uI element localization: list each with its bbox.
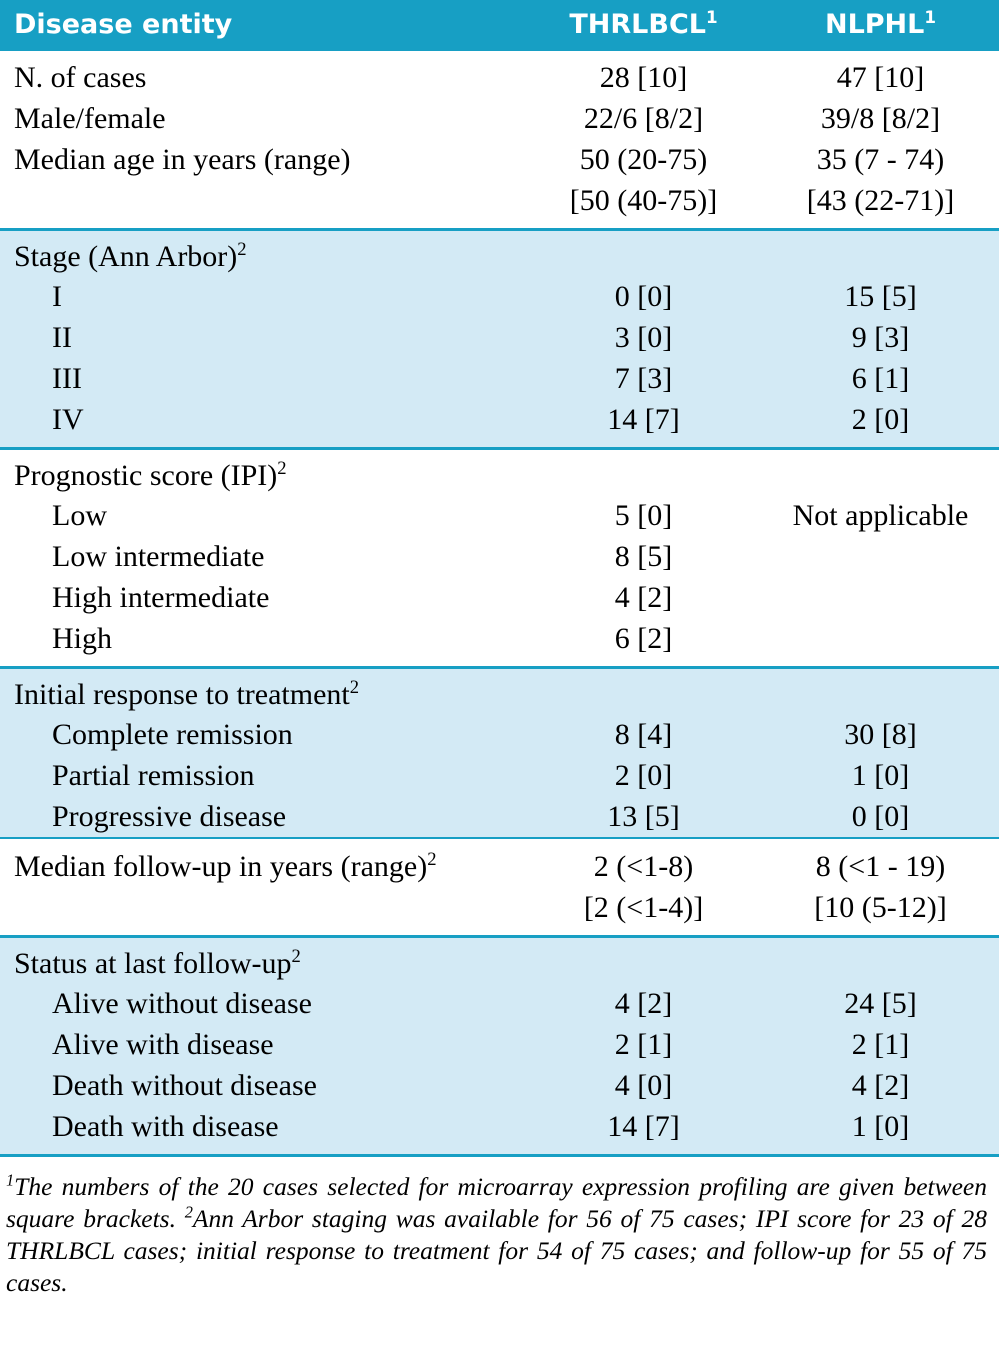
table-row xyxy=(0,714,999,755)
section-title-text: Prognostic score (IPI) xyxy=(14,459,278,492)
row-value-nlphl: 4 [2] xyxy=(762,1065,999,1106)
table-row xyxy=(0,618,999,666)
row-label xyxy=(0,838,525,887)
row-value-nlphl: Not applicable xyxy=(762,495,999,536)
row-value-thrlbcl: [2 (<1-4)] xyxy=(525,887,762,935)
row-value-nlphl: 0 [0] xyxy=(762,796,999,837)
row-label: Male/female xyxy=(0,98,525,139)
table-row xyxy=(0,1106,999,1154)
row-value-nlphl: 2 [0] xyxy=(762,399,999,447)
column-header-thrlbcl-label: THRLBCL xyxy=(569,9,706,40)
table-row xyxy=(0,399,999,447)
column-header-disease-entity xyxy=(0,0,525,51)
footnote-text-1: The numbers of the 20 cases selected for microarray expression profiling are given between square brackets. xyxy=(6,1172,987,1234)
table-row xyxy=(0,180,999,228)
row-label: Complete remission xyxy=(0,714,525,755)
row-label xyxy=(0,887,525,935)
row-value-thrlbcl: 5 [0] xyxy=(525,495,762,536)
row-label: Low intermediate xyxy=(0,536,525,577)
row-value-nlphl: 39/8 [8/2] xyxy=(762,98,999,139)
table-header-row xyxy=(0,0,999,51)
table-row xyxy=(0,796,999,837)
section-title-sup: 2 xyxy=(291,946,301,967)
row-value-thrlbcl: 8 [5] xyxy=(525,536,762,577)
row-value-thrlbcl: 3 [0] xyxy=(525,317,762,358)
row-value-thrlbcl: 2 [1] xyxy=(525,1024,762,1065)
row-label: IV xyxy=(0,399,525,447)
section-title-sup: 2 xyxy=(349,677,360,698)
row-label: Alive without disease xyxy=(0,983,525,1024)
row-value-thrlbcl: [50 (40-75)] xyxy=(525,180,762,228)
section-title xyxy=(0,668,525,715)
section-title-text: Stage (Ann Arbor) xyxy=(14,240,238,273)
row-label: High xyxy=(0,618,525,666)
row-label: Low xyxy=(0,495,525,536)
section-title-text: Initial response to treatment xyxy=(14,678,350,711)
row-label: Death with disease xyxy=(0,1106,525,1154)
row-value-thrlbcl: 7 [3] xyxy=(525,358,762,399)
table-row xyxy=(0,495,999,536)
table-row xyxy=(0,838,999,887)
row-value-thrlbcl: 4 [0] xyxy=(525,1065,762,1106)
row-value-thrlbcl: 2 [0] xyxy=(525,755,762,796)
row-value-nlphl: 24 [5] xyxy=(762,983,999,1024)
row-label: Progressive disease xyxy=(0,796,525,837)
section-header-spacer-2 xyxy=(762,668,999,715)
table-row xyxy=(0,317,999,358)
row-value-nlphl: 2 [1] xyxy=(762,1024,999,1065)
table-row xyxy=(0,887,999,935)
column-header-disease-entity-label: Disease entity xyxy=(14,9,233,40)
row-value-thrlbcl: 2 (<1-8) xyxy=(525,838,762,887)
row-label-sup: 2 xyxy=(427,849,437,870)
section-header-initial-response xyxy=(0,668,999,715)
row-value-thrlbcl: 22/6 [8/2] xyxy=(525,98,762,139)
column-header-nlphl-sup: 1 xyxy=(924,7,937,27)
row-label: I xyxy=(0,276,525,317)
row-value-thrlbcl: 14 [7] xyxy=(525,1106,762,1154)
table-row xyxy=(0,577,999,618)
table-row xyxy=(0,755,999,796)
footnote-marker-2: 2 xyxy=(184,1202,193,1222)
section-title-text: Status at last follow-up xyxy=(14,947,292,980)
row-value-nlphl: 47 [10] xyxy=(762,57,999,98)
table-body xyxy=(0,51,999,1156)
section-header-spacer-1 xyxy=(525,449,762,496)
row-value-thrlbcl: 6 [2] xyxy=(525,618,762,666)
section-header-prognostic-score xyxy=(0,449,999,496)
column-header-thrlbcl xyxy=(525,0,762,51)
row-label: II xyxy=(0,317,525,358)
table-bottom-rule xyxy=(0,1154,999,1156)
row-value-thrlbcl: 0 [0] xyxy=(525,276,762,317)
section-header-spacer-1 xyxy=(525,937,762,984)
row-value-nlphl: 6 [1] xyxy=(762,358,999,399)
row-label: Partial remission xyxy=(0,755,525,796)
row-value-nlphl: [43 (22-71)] xyxy=(762,180,999,228)
table-row xyxy=(0,139,999,180)
section-header-spacer-1 xyxy=(525,230,762,277)
section-title xyxy=(0,937,525,984)
column-header-nlphl xyxy=(762,0,999,51)
column-header-thrlbcl-sup: 1 xyxy=(705,7,718,27)
row-label: Alive with disease xyxy=(0,1024,525,1065)
row-label: Median age in years (range) xyxy=(0,139,525,180)
section-header-spacer-2 xyxy=(762,449,999,496)
row-label: Death without disease xyxy=(0,1065,525,1106)
section-header-spacer-2 xyxy=(762,937,999,984)
row-label-text: Median follow-up in years (range) xyxy=(14,850,428,883)
section-header-spacer-1 xyxy=(525,668,762,715)
footnote-marker-1: 1 xyxy=(6,1170,15,1190)
row-value-thrlbcl: 13 [5] xyxy=(525,796,762,837)
row-value-thrlbcl: 50 (20-75) xyxy=(525,139,762,180)
row-value-thrlbcl: 4 [2] xyxy=(525,577,762,618)
row-label xyxy=(0,180,525,228)
table-row xyxy=(0,276,999,317)
row-value-nlphl xyxy=(762,577,999,618)
section-title-sup: 2 xyxy=(237,239,247,260)
footnote-text-2: Ann Arbor staging was available for 56 of 75 cases; IPI score for 23 of 28 THRLBCL cases; initial response to treatment for 54 of 75 cases; and follow-up for 55 of 75 cases. xyxy=(6,1204,987,1298)
section-title xyxy=(0,230,525,277)
row-value-thrlbcl: 4 [2] xyxy=(525,983,762,1024)
row-value-thrlbcl: 8 [4] xyxy=(525,714,762,755)
section-title xyxy=(0,449,525,496)
row-value-nlphl: 30 [8] xyxy=(762,714,999,755)
column-header-nlphl-label: NLPHL xyxy=(824,9,925,40)
row-value-nlphl xyxy=(762,618,999,666)
row-label: III xyxy=(0,358,525,399)
table-row xyxy=(0,1065,999,1106)
row-value-nlphl: 15 [5] xyxy=(762,276,999,317)
row-value-nlphl: 35 (7 - 74) xyxy=(762,139,999,180)
section-header-spacer-2 xyxy=(762,230,999,277)
table-row xyxy=(0,358,999,399)
row-label: N. of cases xyxy=(0,57,525,98)
table-header xyxy=(0,0,999,51)
row-value-thrlbcl: 28 [10] xyxy=(525,57,762,98)
section-header-stage xyxy=(0,230,999,277)
row-value-nlphl: 1 [0] xyxy=(762,1106,999,1154)
row-value-nlphl xyxy=(762,536,999,577)
table-row xyxy=(0,983,999,1024)
section-title-sup: 2 xyxy=(277,458,287,479)
table-footnote xyxy=(0,1157,999,1300)
row-value-nlphl: [10 (5-12)] xyxy=(762,887,999,935)
table-row xyxy=(0,57,999,98)
table-row xyxy=(0,1024,999,1065)
row-value-nlphl: 8 (<1 - 19) xyxy=(762,838,999,887)
table-row xyxy=(0,98,999,139)
section-header-status-last-followup xyxy=(0,937,999,984)
table-row xyxy=(0,536,999,577)
row-label: High intermediate xyxy=(0,577,525,618)
row-value-nlphl: 1 [0] xyxy=(762,755,999,796)
row-value-thrlbcl: 14 [7] xyxy=(525,399,762,447)
row-value-nlphl: 9 [3] xyxy=(762,317,999,358)
